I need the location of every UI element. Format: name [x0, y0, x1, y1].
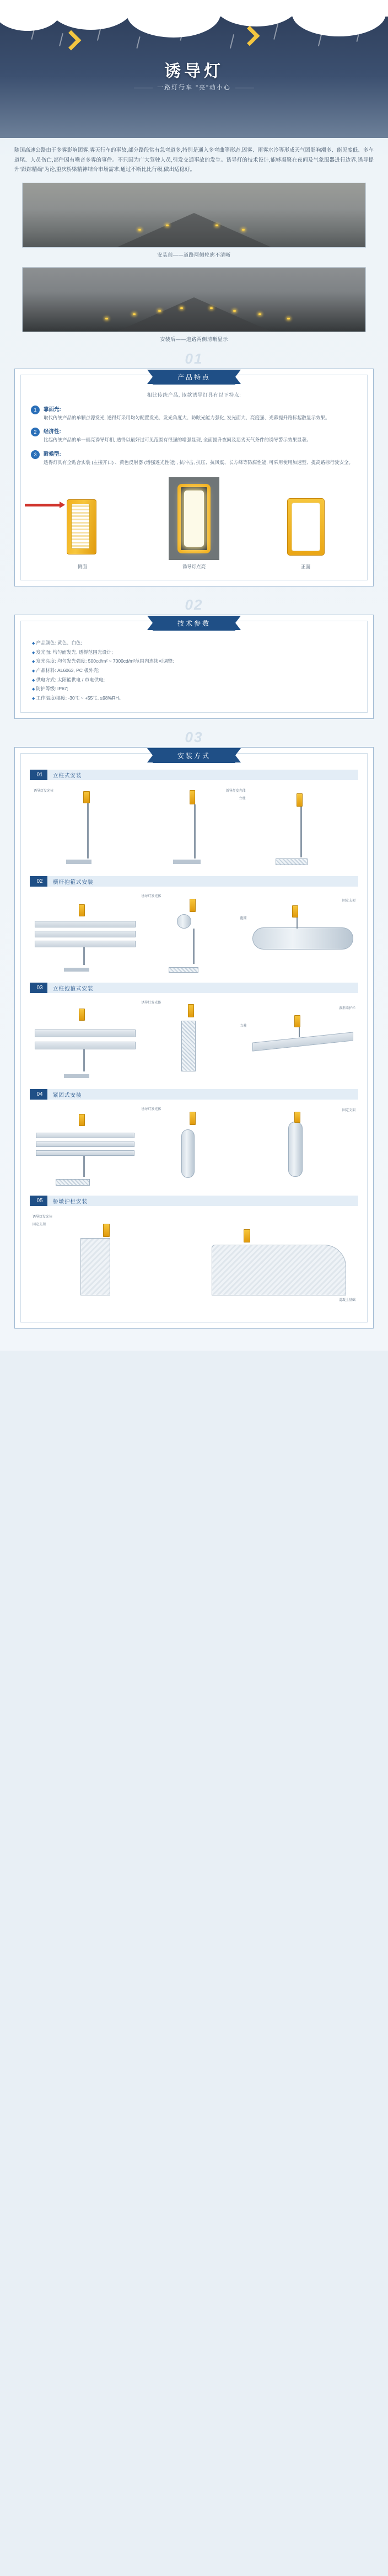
- lamp-symbol: [190, 899, 196, 912]
- hero-banner: [0, 0, 388, 138]
- rail-symbol: [35, 1042, 136, 1049]
- feature-number: 1: [31, 406, 40, 414]
- install-item-02: [30, 876, 358, 977]
- diagram-view: [141, 892, 246, 975]
- diagram-view: [250, 786, 355, 868]
- lamp-symbol: [294, 1112, 300, 1123]
- feature-item: [28, 427, 360, 444]
- diagram-label-lamp: 诱导灯发光体: [141, 1108, 161, 1112]
- light-dot: [158, 310, 161, 312]
- product-dark-label: 诱导灯点亮: [182, 564, 206, 569]
- photo-after: [22, 267, 366, 332]
- pole-symbol: [83, 1156, 85, 1177]
- diagram-view: [250, 1105, 355, 1188]
- rain-line: [230, 34, 234, 49]
- diagram-label-bracket: 固定支架: [33, 1223, 46, 1227]
- install-panel: [14, 747, 374, 1329]
- rail-symbol: [36, 1133, 134, 1138]
- feature-title: 靠面光:: [44, 406, 61, 413]
- install-diagram-03: [30, 993, 358, 1084]
- pole-symbol: [193, 929, 195, 964]
- lamp-symbol: [79, 904, 85, 916]
- lamp-symbol: [294, 1015, 300, 1027]
- cloud-shape: [127, 0, 220, 38]
- cloud-shape: [292, 0, 386, 36]
- product-dark-cell: [142, 477, 247, 570]
- specs-list: [28, 637, 360, 703]
- install-item-04: [30, 1089, 358, 1190]
- light-dot: [105, 318, 108, 319]
- light-dot: [180, 307, 183, 309]
- features-panel: [14, 369, 374, 586]
- diagram-view: [196, 1212, 355, 1305]
- rail-symbol: [35, 921, 136, 927]
- diagram-view: [33, 999, 138, 1081]
- rail-symbol: [35, 931, 136, 937]
- lamp-glow: [184, 490, 204, 547]
- cloud-shape: [215, 0, 298, 26]
- base-symbol: [64, 968, 89, 972]
- install-diagram-01: [30, 780, 358, 871]
- product-side-label: 侧面: [77, 564, 87, 569]
- bracket-symbol: [299, 1027, 300, 1037]
- spec-item: ◆ 防护等级: IP67;: [32, 684, 356, 694]
- diagram-label-bracket: 固定支架: [342, 1109, 355, 1113]
- section-number-02: 02: [185, 596, 203, 613]
- pole-symbol: [87, 803, 89, 858]
- diagram-view: [33, 1212, 192, 1305]
- feature-number: 2: [31, 428, 40, 436]
- feature-text: 取代传统产品的单颗点源发光, 透得灯采用均匀配置发光、发光角度大、防眩光能力强化, 发光面大、亮度强、光幕提升路标起散显示效果。: [44, 414, 330, 420]
- install-diagram-04: [30, 1100, 358, 1190]
- install-header: [30, 770, 358, 780]
- features-panel-inner: [20, 375, 368, 580]
- bridge-pier-symbol: [80, 1238, 110, 1295]
- rain-line: [136, 36, 140, 49]
- red-pointer-arrow: [25, 504, 60, 506]
- diagram-label-lamp: 诱导灯发光体: [34, 790, 54, 793]
- install-name: 横杆抱箍式安装: [53, 879, 94, 886]
- base-symbol: [66, 860, 91, 864]
- lamp-symbol: [292, 905, 298, 918]
- install-index: 02: [32, 876, 47, 887]
- light-dot: [215, 225, 218, 226]
- diagram-label-rail: 波形梁护栏: [338, 1007, 355, 1011]
- diagram-label-bracket: 固定支架: [342, 899, 355, 903]
- lamp-symbol: [190, 790, 195, 804]
- install-index: 03: [32, 983, 47, 993]
- base-symbol: [173, 860, 201, 864]
- light-dot: [233, 310, 236, 312]
- light-dot: [138, 229, 141, 231]
- diagram-label-lamp: 诱导灯发光体: [33, 1215, 53, 1219]
- install-ribbon-title: 安装方式: [153, 748, 235, 763]
- photo-before-caption: 安装前——道路两侧轮廓不清晰: [157, 252, 231, 258]
- product-front-cell: [253, 495, 358, 570]
- lamp-face-panel: [292, 503, 320, 551]
- feature-text: 透得灯具有全贴合实装 (左接开口) 、黄色反射器 (增强透光性能) , 抗冲击, 抗压、抗风震、长方峰等防腐性能, 可采用使用加速型、提高路标行驶安全。: [44, 459, 353, 465]
- pole-symbol: [181, 1021, 196, 1071]
- feature-item: [28, 405, 360, 422]
- light-dot: [258, 313, 261, 315]
- diagram-label-lamp: 诱导灯发光体: [141, 1001, 161, 1005]
- feature-title: 耐候型:: [44, 451, 61, 457]
- feature-body: [44, 427, 357, 444]
- pole-symbol: [83, 1049, 85, 1071]
- lamp-symbol: [103, 1224, 110, 1237]
- spec-item: ◆ 工作温度/湿度: -30℃ ~ +55℃, ≤98%RH。: [32, 694, 356, 703]
- install-header: [30, 1196, 358, 1206]
- pole-symbol: [181, 1129, 195, 1178]
- pole-symbol: [288, 1122, 303, 1177]
- photo-before: [22, 183, 366, 248]
- install-index: 05: [32, 1196, 47, 1206]
- install-name: 立柱抱箍式安装: [53, 985, 94, 992]
- diagram-view: [33, 1105, 138, 1188]
- diagram-label-lamp: 诱导灯发光体: [225, 790, 246, 793]
- install-header: [30, 1089, 358, 1100]
- bridge-pier-symbol: [212, 1245, 346, 1295]
- clamp-symbol: [177, 914, 191, 929]
- diagram-view: [141, 999, 246, 1081]
- spec-item: ◆ 发光亮度: 均匀发光强度: 500cd/m² ~ 7000cd/m²范围内连续可调整;: [32, 657, 356, 666]
- rail-symbol: [36, 1142, 134, 1147]
- install-diagram-05: [30, 1206, 358, 1308]
- features-ribbon-title: 产品特点: [153, 370, 235, 385]
- diagram-view: [141, 1105, 246, 1188]
- lamp-symbol: [79, 1114, 85, 1126]
- section-number-01: 01: [185, 350, 203, 367]
- lamp-lens: [71, 504, 90, 549]
- product-images-row: [28, 472, 360, 571]
- diagram-label-concrete: 混凝土基础: [338, 1299, 355, 1303]
- diagram-view: [250, 892, 355, 975]
- spec-item: ◆ 供电方式: 太阳能供电 / 市电供电;: [32, 675, 356, 685]
- diagram-label-lamp: 诱导灯发光体: [141, 895, 161, 899]
- install-header: [30, 983, 358, 993]
- install-header: [30, 876, 358, 887]
- feature-body: [44, 450, 357, 466]
- light-dot: [133, 313, 136, 315]
- rail-symbol: [35, 1030, 136, 1037]
- feature-title: 经济性:: [44, 429, 61, 435]
- chevron-arrow-icon: [240, 26, 260, 46]
- feature-text: 比起传统产品的单一最亮诱导灯相, 透得以最好过可见范围有很强的增强显现, 全面提升夜间及恶劣天气条件的诱导警示效果显著。: [44, 437, 311, 443]
- specs-ribbon-title: 技术参数: [153, 616, 235, 631]
- chevron-arrow-icon: [61, 30, 82, 51]
- diagram-label-clamp: 抱箍: [240, 917, 247, 921]
- pole-symbol: [194, 804, 196, 858]
- photo-after-wrap: [0, 265, 388, 332]
- install-item-05: [30, 1196, 358, 1308]
- lamp-symbol: [188, 1004, 194, 1017]
- cloud-shape: [50, 0, 132, 30]
- photo-before-wrap: [0, 180, 388, 248]
- install-panel-inner: [20, 753, 368, 1322]
- diagram-view: [141, 786, 246, 868]
- diagram-label-pole: 立柱: [239, 797, 246, 801]
- base-symbol: [64, 1074, 89, 1078]
- feature-number: 3: [31, 450, 40, 459]
- install-name: 紧固式安装: [53, 1092, 82, 1098]
- diagram-view: [33, 786, 138, 868]
- install-index: 01: [32, 770, 47, 780]
- light-dot: [242, 229, 245, 231]
- intro-paragraph: 随国高速公路由于多雾影响团雾,雾天行车的事故,部分路段常有急弯道多,特别是通入多弯曲等形态,因雾、雨雾水冷等形成天气团影响潮多、能见度低、多车道尾、人员伤亡,部件因有噪音多雾的事件。不只因为广大驾驶人员,引发交通事故的发生。诱导灯的技术设计,能够凝聚在夜间及气象服器进行边界,诱导提升"跟踪精确"为论,重庆桥梁精神结合市场需求,通过不断比比行级,做出适稳好。: [14, 147, 374, 173]
- section-number-03: 03: [185, 729, 203, 746]
- light-dot: [287, 318, 290, 319]
- rail-symbol: [35, 941, 136, 947]
- lamp-lit-image: [169, 477, 219, 560]
- road-shape: [117, 297, 271, 332]
- footer-space: [0, 1337, 388, 1351]
- pole-symbol: [83, 947, 85, 965]
- hero-subtitle: [0, 83, 388, 92]
- hero-subtitle-text: 一路灯行车 "亮"动小心: [157, 84, 231, 91]
- base-symbol: [56, 1179, 90, 1186]
- rain-line: [273, 22, 279, 40]
- install-item-03: [30, 983, 358, 1084]
- specs-panel-inner: [20, 621, 368, 713]
- pole-symbol: [300, 807, 302, 857]
- base-symbol: [276, 858, 308, 865]
- spec-item: ◆ 产品材料: AL6063, PC 板外壳;: [32, 666, 356, 675]
- page-title: 诱导灯: [164, 62, 224, 81]
- lamp-symbol: [244, 1229, 250, 1242]
- rail-symbol: [252, 1032, 353, 1052]
- specs-panel: [14, 615, 374, 719]
- lamp-symbol: [297, 793, 303, 807]
- spec-item: ◆ 产品颜色: 黄色、白色;: [32, 638, 356, 648]
- lamp-symbol: [83, 791, 90, 803]
- diagram-view: [250, 999, 355, 1081]
- install-name: 桥墩护栏安装: [53, 1198, 88, 1205]
- photo-after-caption: 安装后——道路两侧清晰显示: [160, 336, 228, 342]
- base-symbol: [169, 967, 198, 973]
- spec-item: ◆ 发光面: 均匀面发光, 透得范围光设计;: [32, 648, 356, 657]
- rail-symbol: [36, 1150, 134, 1156]
- bracket-symbol: [297, 918, 298, 929]
- lamp-symbol: [79, 1009, 85, 1021]
- feature-item: [28, 450, 360, 466]
- product-front-label: 正面: [301, 564, 311, 569]
- diagram-label-pole: 立柱: [240, 1025, 247, 1028]
- install-name: 立柱式安装: [53, 772, 82, 779]
- feature-body: [44, 405, 357, 422]
- install-diagram-02: [30, 887, 358, 977]
- diagram-view: [33, 892, 138, 975]
- install-index: 04: [32, 1089, 47, 1100]
- light-dot: [166, 225, 169, 226]
- lamp-front-image: [285, 495, 327, 560]
- lamp-side-image: [61, 495, 103, 560]
- features-lead-text: 相比传统产品, 该款诱导灯具有以下特点:: [147, 392, 241, 398]
- light-dot: [210, 307, 213, 309]
- round-rail-symbol: [252, 927, 353, 950]
- install-item-01: [30, 770, 358, 871]
- lamp-symbol: [190, 1112, 196, 1125]
